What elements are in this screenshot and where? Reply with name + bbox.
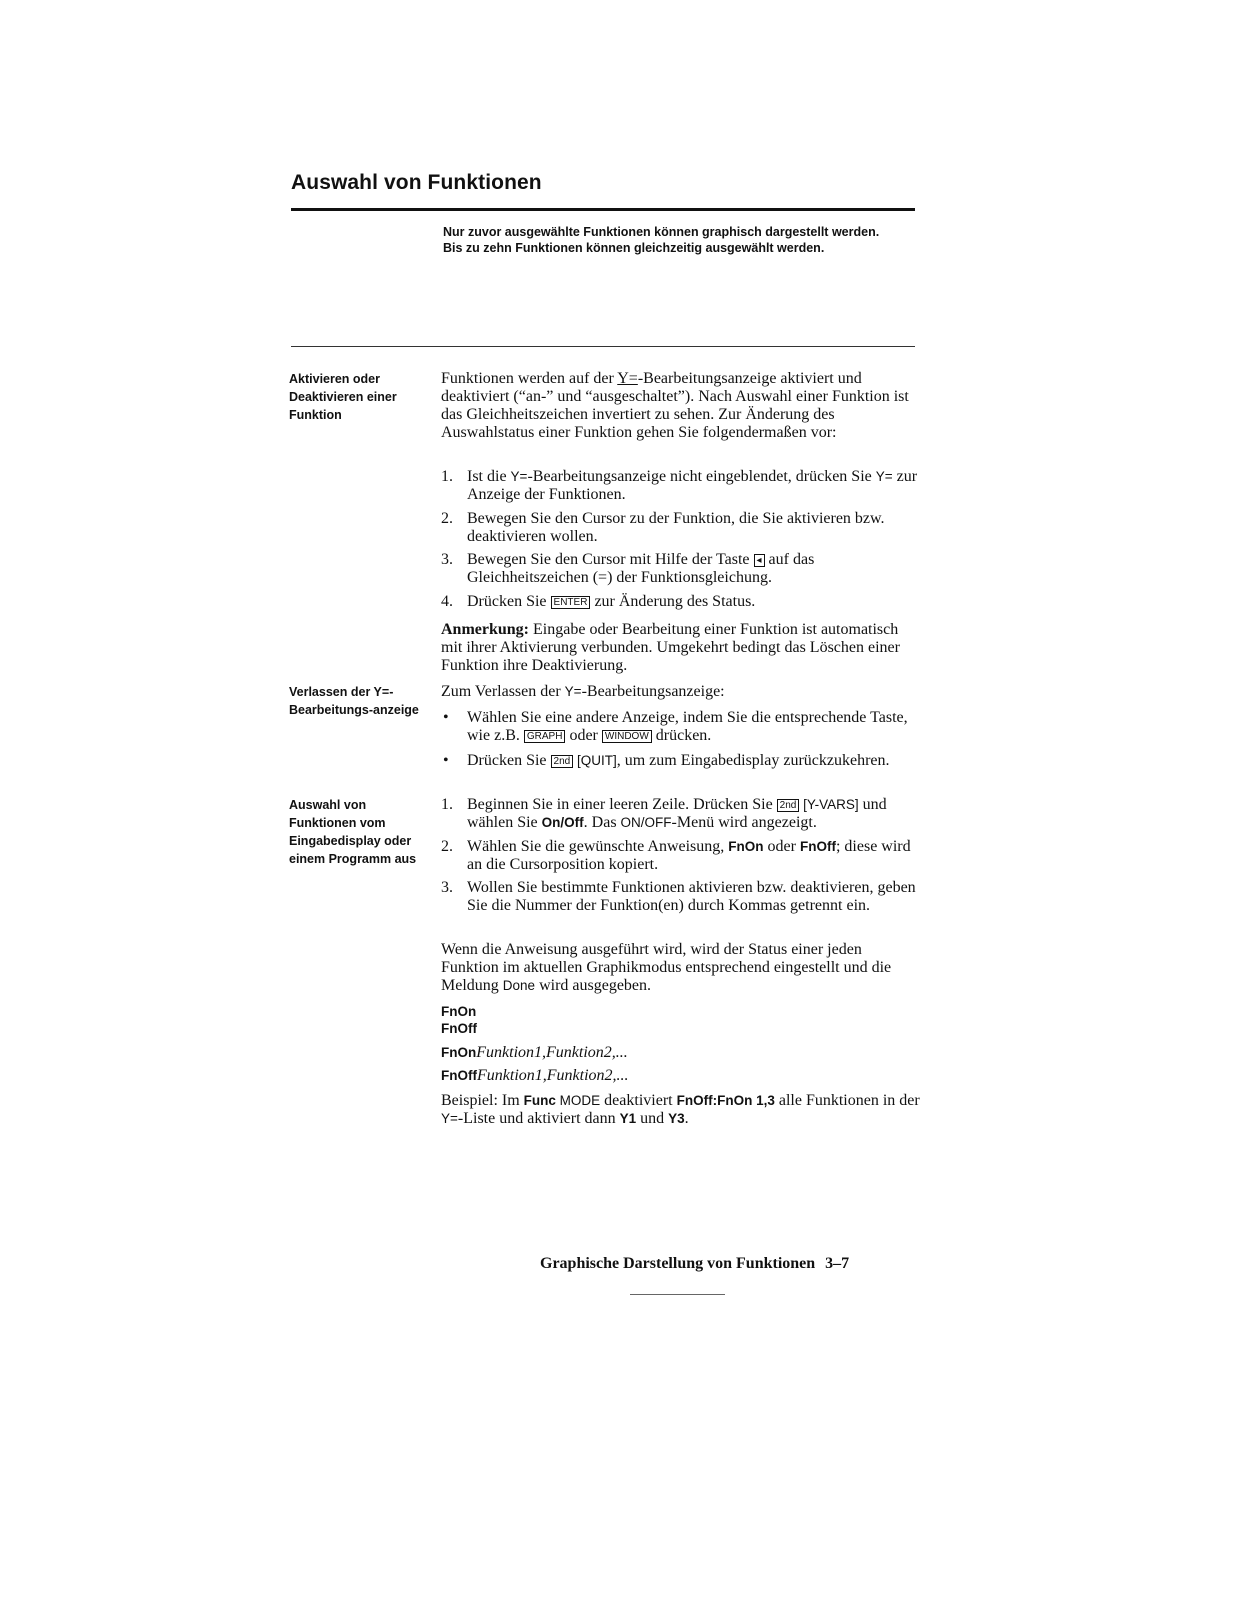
text-run: Funktionen werden auf der bbox=[441, 370, 618, 387]
list-text: Wollen Sie bestimmte Funktionen aktivieren bzw. deaktivieren, geben Sie die Nummer der Funktion(en) durch Kommas getrennt ein. bbox=[467, 879, 916, 914]
text-run: -Liste und aktiviert dann bbox=[457, 1110, 620, 1127]
text-run: zur Anzeige der Funktionen. bbox=[467, 468, 918, 503]
y-equals-key: Y= bbox=[875, 469, 893, 484]
list-number: 2. bbox=[441, 510, 453, 527]
paragraph-activate bbox=[441, 370, 921, 442]
text-run: auf das Gleichheitszeichen (=) der Funktionsgleichung. bbox=[467, 551, 815, 586]
y-equals-label: Y= bbox=[564, 684, 582, 699]
bullet-icon: • bbox=[443, 752, 449, 769]
on-off-menu-label: ON/OFF bbox=[620, 815, 672, 830]
fnoff-label: FnOff bbox=[799, 839, 836, 854]
side-heading-select: Auswahl von Funktionen vom Eingabedisplay oder einem Programm aus bbox=[289, 798, 417, 866]
syntax-fnoff: FnOff bbox=[441, 1021, 477, 1036]
list-item bbox=[441, 879, 921, 915]
command-args: Funktion1,Funktion2,... bbox=[477, 1067, 629, 1084]
intro-text: Nur zuvor ausgewählte Funktionen können graphisch dargestellt werden. Bis zu zehn Funktionen können gleichzeitig ausgewählt werden. bbox=[443, 225, 880, 255]
text-run: deaktiviert bbox=[600, 1092, 677, 1109]
syntax-fnon-args bbox=[441, 1044, 628, 1061]
list-number: 3. bbox=[441, 551, 453, 568]
text-run: Zum Verlassen der bbox=[441, 683, 565, 700]
graph-key-icon: GRAPH bbox=[524, 730, 566, 743]
section-divider bbox=[291, 346, 915, 347]
y-equals-label: Y= bbox=[510, 469, 528, 484]
list-number: 3. bbox=[441, 879, 453, 896]
syntax-fnon: FnOn bbox=[441, 1004, 477, 1019]
text-run: ; diese wird an die Cursorposition kopiert. bbox=[467, 838, 911, 873]
note-text: Eingabe oder Bearbeitung einer Funktion ist automatisch mit ihrer Aktivierung verbunden. Umgekehrt bedingt das Löschen einer Funktion ihre Deaktivierung. bbox=[441, 621, 900, 674]
mode-label: MODE bbox=[555, 1093, 601, 1108]
text-run: oder bbox=[565, 727, 602, 744]
page-number: 3–7 bbox=[825, 1255, 850, 1272]
y-vars-label: [Y-VARS] bbox=[799, 797, 859, 812]
y-equals-key-label: Y= bbox=[617, 370, 638, 387]
bullet-item bbox=[441, 709, 921, 745]
command-name: FnOn bbox=[441, 1045, 477, 1060]
text-run: und bbox=[636, 1110, 669, 1127]
second-key-icon: 2nd bbox=[551, 755, 574, 768]
status-paragraph bbox=[441, 941, 921, 995]
page-title: Auswahl von Funktionen bbox=[291, 171, 542, 194]
text-run: Beginnen Sie in einer leeren Zeile. Drücken Sie bbox=[467, 796, 777, 813]
list-item bbox=[441, 510, 921, 546]
list-item bbox=[441, 838, 921, 874]
text-run: oder bbox=[763, 838, 800, 855]
text-run: wird ausgegeben. bbox=[535, 977, 652, 994]
list-number: 4. bbox=[441, 593, 453, 610]
text-run: Bewegen Sie den Cursor mit Hilfe der Taste bbox=[467, 551, 754, 568]
enter-key-icon: ENTER bbox=[551, 596, 591, 609]
list-text: Bewegen Sie den Cursor zu der Funktion, die Sie aktivieren bzw. deaktivieren wollen. bbox=[467, 510, 885, 545]
footer-divider bbox=[630, 1294, 725, 1295]
y1-label: Y1 bbox=[619, 1111, 637, 1126]
paragraph-exit bbox=[441, 683, 921, 701]
text-run: Wählen Sie eine andere Anzeige, indem Sie die entsprechende Taste, wie z.B. bbox=[467, 709, 908, 744]
text-run: -Bearbeitungsanzeige: bbox=[581, 683, 725, 700]
done-label: Done bbox=[502, 978, 536, 993]
footer-title: Graphische Darstellung von Funktionen bbox=[540, 1255, 816, 1272]
window-key-icon: WINDOW bbox=[602, 730, 652, 743]
text-run: drücken. bbox=[651, 727, 712, 744]
command-name: FnOff bbox=[441, 1068, 477, 1083]
text-run: Wählen Sie die gewünschte Anweisung, bbox=[467, 838, 729, 855]
y-equals-label: Y= bbox=[441, 1111, 458, 1126]
text-run: alle Funktionen in der bbox=[774, 1092, 920, 1109]
second-key-icon: 2nd bbox=[777, 799, 800, 812]
list-item bbox=[441, 593, 921, 611]
list-number: 1. bbox=[441, 468, 453, 485]
text-run: zur Änderung des Status. bbox=[590, 593, 756, 610]
note-paragraph bbox=[441, 621, 921, 675]
bullet-item bbox=[441, 752, 921, 770]
text-run: und wählen Sie bbox=[467, 796, 887, 831]
title-rule bbox=[291, 208, 915, 211]
text-run: -Menü wird angezeigt. bbox=[671, 814, 817, 831]
text-run: Beispiel: Im bbox=[441, 1092, 524, 1109]
quit-label: [QUIT] bbox=[573, 753, 617, 768]
list-item bbox=[441, 551, 921, 587]
example-command: FnOff:FnOn 1,3 bbox=[676, 1093, 775, 1108]
fnon-label: FnOn bbox=[728, 839, 764, 854]
syntax-fnoff-args bbox=[441, 1067, 629, 1084]
side-heading-exit: Verlassen der Y=-Bearbeitungs-anzeige bbox=[289, 685, 419, 717]
text-run: -Bearbeitungsanzeige aktiviert und deaktiviert (“an-” und “ausgeschaltet”). Nach Auswahl einer Funktion ist das Gleichheitszeichen invertiert zu sehen. Zur Änderung des Auswahlstatus einer Funktion gehen Sie folgendermaßen vor: bbox=[441, 370, 909, 441]
left-arrow-key-icon: ◂ bbox=[754, 554, 765, 567]
text-run: -Bearbeitungsanzeige nicht eingeblendet, drücken Sie bbox=[527, 468, 876, 485]
on-off-label: On/Off bbox=[541, 815, 584, 830]
y3-label: Y3 bbox=[668, 1111, 685, 1126]
text-run: Drücken Sie bbox=[467, 593, 551, 610]
text-run: Ist die bbox=[467, 468, 511, 485]
command-args: Funktion1,Funktion2,... bbox=[476, 1044, 628, 1061]
list-number: 2. bbox=[441, 838, 453, 855]
list-number: 1. bbox=[441, 796, 453, 813]
list-item bbox=[441, 468, 921, 504]
text-run: , um zum Eingabedisplay zurückzukehren. bbox=[616, 752, 890, 769]
side-heading-activate: Aktivieren oder Deaktivieren einer Funktion bbox=[289, 372, 397, 422]
text-run: . Das bbox=[583, 814, 621, 831]
text-run: . bbox=[684, 1110, 689, 1127]
bullet-icon: • bbox=[443, 709, 449, 726]
note-label: Anmerkung: bbox=[441, 621, 530, 638]
text-run: Wenn die Anweisung ausgeführt wird, wird der Status einer jeden Funktion im aktuellen Graphikmodus entsprechend eingestellt und die Meldung bbox=[441, 941, 892, 994]
list-item bbox=[441, 796, 921, 832]
example-paragraph bbox=[441, 1092, 921, 1128]
func-label: Func bbox=[523, 1093, 556, 1108]
page-footer bbox=[540, 1255, 849, 1273]
text-run: Drücken Sie bbox=[467, 752, 551, 769]
